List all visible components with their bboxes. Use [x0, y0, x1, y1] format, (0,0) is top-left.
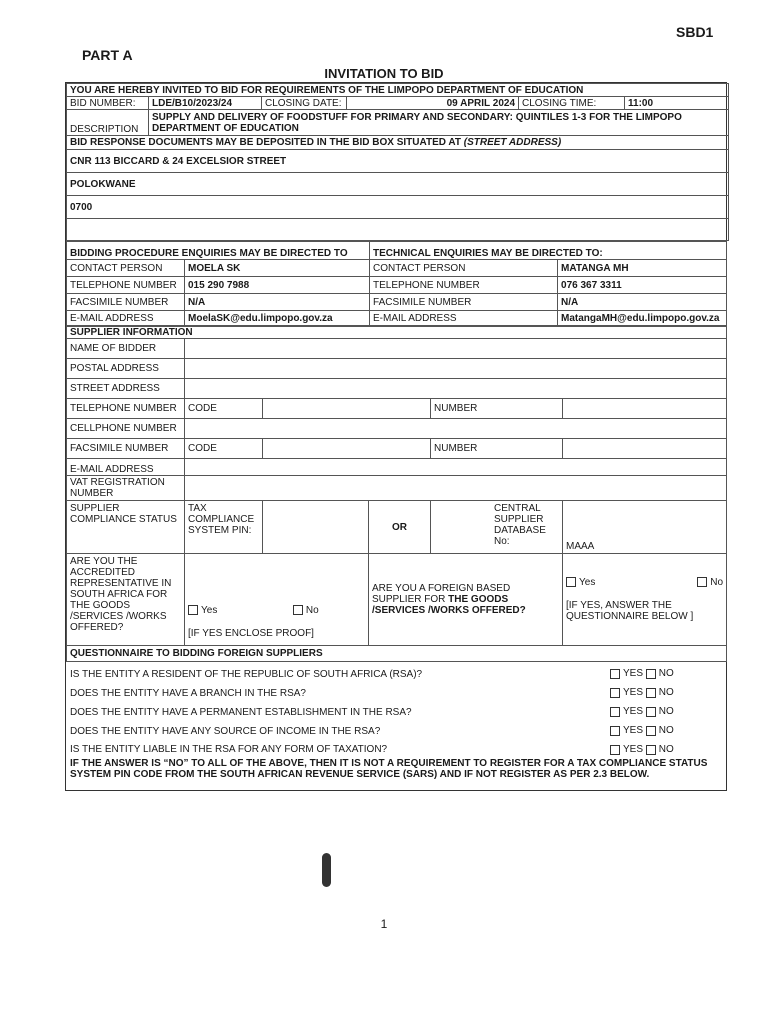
foreign-no-checkbox[interactable]: [697, 577, 707, 587]
email-address-label: E-MAIL ADDRESS: [67, 459, 185, 476]
telephone-label: TELEPHONE NUMBER: [370, 277, 558, 294]
description-line: SUPPLY AND DELIVERY OF FOODSTUFF FOR PRIMARY AND SECONDARY: QUINTILES 1-3 FOR THE LIMPOPO: [152, 111, 682, 123]
description-line: DEPARTMENT OF EDUCATION: [152, 122, 299, 134]
tax-pin-field[interactable]: [263, 501, 369, 554]
questionnaire-heading: QUESTIONNAIRE TO BIDDING FOREIGN SUPPLIERS: [67, 646, 727, 662]
email-label: E-MAIL ADDRESS: [370, 311, 558, 326]
bidding-enquiries-heading: BIDDING PROCEDURE ENQUIRIES MAY BE DIRECTED TO: [67, 242, 370, 260]
foreign-answer-cell: [563, 554, 727, 646]
foreign-yes-checkbox[interactable]: [566, 577, 576, 587]
facsimile-number-field[interactable]: [563, 439, 727, 459]
telephone-number-field[interactable]: [563, 399, 727, 419]
yes-label: YES: [623, 668, 644, 679]
facsimile-label: FACSIMILE NUMBER: [370, 294, 558, 311]
bid-number-label: BID NUMBER:: [67, 97, 149, 110]
facsimile-code-field[interactable]: [263, 439, 431, 459]
telephone-label: TELEPHONE NUMBER: [67, 277, 185, 294]
closing-time-value: 11:00: [625, 97, 729, 110]
description-label: DESCRIPTION: [67, 110, 149, 136]
yes-checkbox[interactable]: [610, 669, 620, 679]
technical-contact-person: MATANGA MH: [558, 260, 727, 277]
compliance-status-label: SUPPLIER COMPLIANCE STATUS: [67, 501, 185, 554]
questionnaire-note: IF THE ANSWER IS “NO” TO ALL OF THE ABOVE, THEN IT IS NOT A REQUIREMENT TO REGISTER FOR A TAX COMPLIANCE STATUS SYSTEM PIN CODE FROM THE SOUTH AFRICAN REVENUE SERVICE (SARS) AND IF NOT REGISTER AS PER 2.3 BELOW.: [70, 758, 708, 780]
csd-prefix: MAAA: [566, 541, 595, 552]
accredited-yes-checkbox[interactable]: [188, 605, 198, 615]
question-answer: [610, 687, 674, 698]
description-value: [149, 110, 729, 136]
no-checkbox[interactable]: [646, 745, 656, 755]
name-of-bidder-field[interactable]: [185, 339, 727, 359]
name-of-bidder-label: NAME OF BIDDER: [67, 339, 185, 359]
street-address-field[interactable]: [185, 379, 727, 399]
csd-label-cell: [431, 501, 563, 554]
closing-date-value: 09 APRIL 2024: [347, 97, 519, 110]
accredited-yes-label: Yes: [201, 605, 218, 616]
page-title: INVITATION TO BID: [324, 66, 444, 81]
no-checkbox[interactable]: [646, 707, 656, 717]
question-answer: [610, 744, 674, 755]
answer-questionnaire-note: [IF YES, ANSWER THE QUESTIONNAIRE BELOW ]: [566, 600, 694, 622]
vat-registration-field[interactable]: [185, 476, 727, 501]
yes-checkbox[interactable]: [610, 707, 620, 717]
accredited-no-checkbox[interactable]: [293, 605, 303, 615]
facsimile-number-label: FACSIMILE NUMBER: [67, 439, 185, 459]
bidding-email: MoelaSK@edu.limpopo.gov.za: [185, 311, 370, 326]
question-answer: [610, 668, 674, 679]
address-line: 0700: [67, 196, 729, 219]
bidding-contact-person: MOELA SK: [185, 260, 370, 277]
accredited-question: ARE YOU THE ACCREDITED REPRESENTATIVE IN SOUTH AFRICA FOR THE GOODS /SERVICES /WORKS OFFERED?: [67, 554, 185, 646]
deposit-note-text: BID RESPONSE DOCUMENTS MAY BE DEPOSITED IN THE BID BOX SITUATED AT: [70, 137, 461, 148]
technical-email: MatangaMH@edu.limpopo.gov.za: [558, 311, 727, 326]
contact-person-label: CONTACT PERSON: [67, 260, 185, 277]
question-text: DOES THE ENTITY HAVE A BRANCH IN THE RSA?: [70, 688, 306, 699]
foreign-question-b: THE GOODS /SERVICES /WORKS OFFERED?: [372, 594, 526, 616]
email-address-field[interactable]: [185, 459, 727, 476]
supplier-heading: SUPPLIER INFORMATION: [67, 327, 727, 339]
question-text: DOES THE ENTITY HAVE ANY SOURCE OF INCOME IN THE RSA?: [70, 726, 381, 737]
question-answer: [610, 725, 674, 736]
email-label: E-MAIL ADDRESS: [67, 311, 185, 326]
question-row: [66, 684, 726, 703]
yes-checkbox[interactable]: [610, 745, 620, 755]
code-label: CODE: [185, 439, 263, 459]
postal-address-field[interactable]: [185, 359, 727, 379]
form-code: SBD1: [676, 24, 714, 40]
yes-label: YES: [623, 687, 644, 698]
binder-clip-mark: [322, 853, 331, 887]
deposit-note: [67, 136, 729, 150]
facsimile-label: FACSIMILE NUMBER: [67, 294, 185, 311]
question-row: [66, 722, 726, 741]
question-row: [66, 741, 726, 756]
yes-label: YES: [623, 725, 644, 736]
foreign-question: [369, 554, 563, 646]
number-label: NUMBER: [431, 399, 563, 419]
yes-label: YES: [623, 744, 644, 755]
technical-facsimile: N/A: [558, 294, 727, 311]
postal-address-label: POSTAL ADDRESS: [67, 359, 185, 379]
closing-date-label: CLOSING DATE:: [262, 97, 347, 110]
no-checkbox[interactable]: [646, 669, 656, 679]
accredited-no-label: No: [305, 605, 319, 616]
question-text: IS THE ENTITY LIABLE IN THE RSA FOR ANY FORM OF TAXATION?: [70, 744, 388, 755]
question-answer: [610, 706, 674, 717]
cellphone-number-label: CELLPHONE NUMBER: [67, 419, 185, 439]
number-label: NUMBER: [431, 439, 563, 459]
address-line: POLOKWANE: [67, 173, 729, 196]
blank-row: [67, 219, 729, 241]
no-checkbox[interactable]: [646, 726, 656, 736]
no-label: NO: [658, 687, 674, 698]
technical-telephone: 076 367 3311: [558, 277, 727, 294]
bid-number-value: LDE/B10/2023/24: [149, 97, 262, 110]
no-label: NO: [658, 725, 674, 736]
page-number: 1: [380, 917, 388, 931]
question-row: [66, 703, 726, 722]
csd-label: CENTRAL SUPPLIER DATABASE No:: [494, 503, 546, 547]
code-label: CODE: [185, 399, 263, 419]
bidding-telephone: 015 290 7988: [185, 277, 370, 294]
part-label: PART A: [82, 47, 133, 63]
bidding-facsimile: N/A: [185, 294, 370, 311]
tax-pin-label: TAX COMPLIANCE SYSTEM PIN:: [185, 501, 263, 554]
foreign-question-a: ARE YOU A FOREIGN BASED SUPPLIER FOR: [372, 583, 511, 605]
no-label: NO: [658, 668, 674, 679]
yes-label: YES: [623, 706, 644, 717]
telephone-number-label: TELEPHONE NUMBER: [67, 399, 185, 419]
address-line: CNR 113 BICCARD & 24 EXCELSIOR STREET: [67, 150, 729, 173]
no-checkbox[interactable]: [646, 688, 656, 698]
supplier-table: [66, 326, 727, 662]
intro-text: YOU ARE HEREBY INVITED TO BID FOR REQUIREMENTS OF THE LIMPOPO DEPARTMENT OF EDUCATION: [67, 84, 729, 97]
no-label: NO: [658, 706, 674, 717]
cellphone-number-field[interactable]: [185, 419, 727, 439]
foreign-no-label: No: [710, 577, 724, 588]
street-address-label: STREET ADDRESS: [67, 379, 185, 399]
accredited-answer-cell: [185, 554, 369, 646]
enquiries-table: [66, 241, 727, 326]
telephone-code-field[interactable]: [263, 399, 431, 419]
no-label: NO: [658, 744, 674, 755]
yes-checkbox[interactable]: [610, 688, 620, 698]
question-text: IS THE ENTITY A RESIDENT OF THE REPUBLIC OF SOUTH AFRICA (RSA)?: [70, 669, 423, 680]
bid-form: [65, 82, 727, 791]
contact-person-label: CONTACT PERSON: [370, 260, 558, 277]
deposit-note-italic: (STREET ADDRESS): [463, 137, 562, 148]
questionnaire: [66, 662, 726, 790]
or-label: OR: [369, 501, 431, 554]
csd-number-field[interactable]: [563, 501, 727, 554]
foreign-yes-label: Yes: [579, 577, 596, 588]
closing-time-label: CLOSING TIME:: [519, 97, 625, 110]
technical-enquiries-heading: TECHNICAL ENQUIRIES MAY BE DIRECTED TO:: [370, 242, 727, 260]
question-row: [66, 665, 726, 684]
bid-details-table: [66, 83, 729, 241]
enclose-proof-note: [IF YES ENCLOSE PROOF]: [188, 628, 314, 639]
question-text: DOES THE ENTITY HAVE A PERMANENT ESTABLISHMENT IN THE RSA?: [70, 707, 412, 718]
yes-checkbox[interactable]: [610, 726, 620, 736]
vat-registration-label: VAT REGISTRATION NUMBER: [67, 476, 185, 501]
